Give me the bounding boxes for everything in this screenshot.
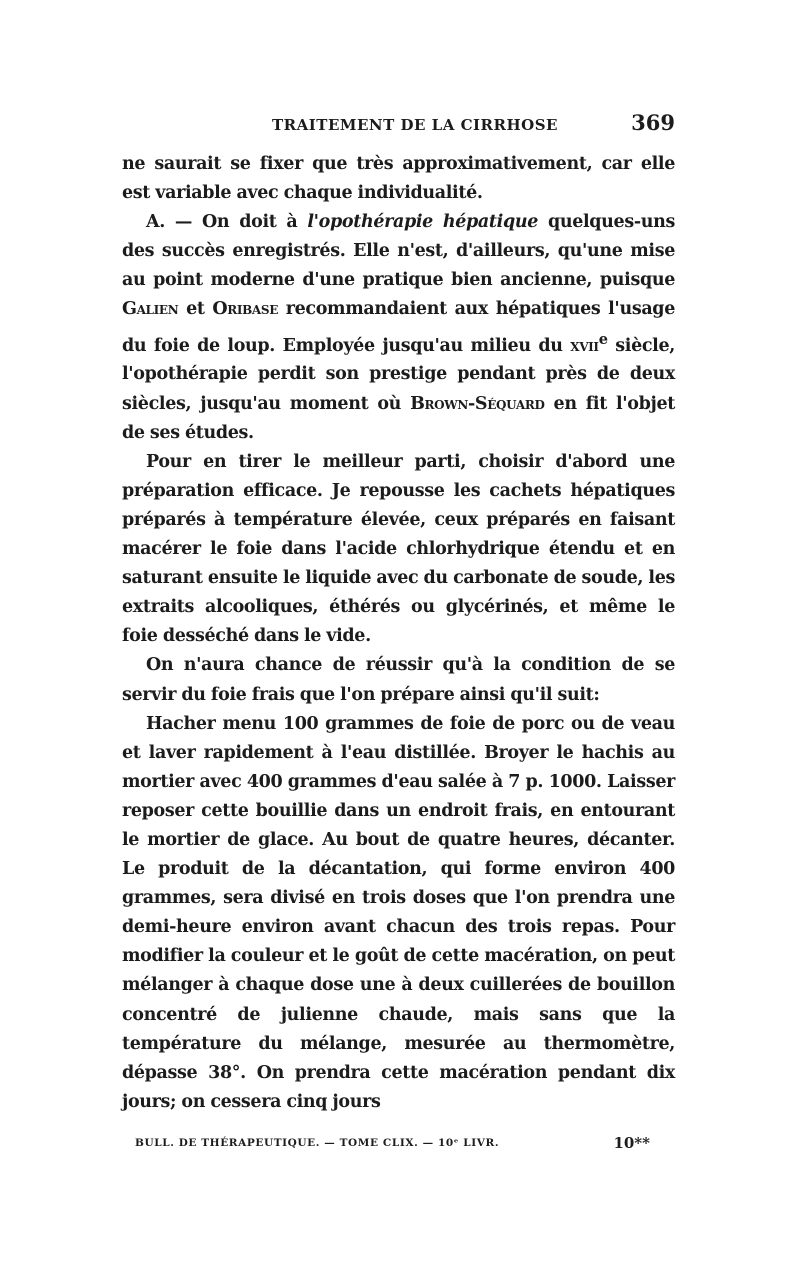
page-header [122,112,675,144]
italic-term: l'opothérapie hépatique [307,212,538,233]
text-run: siècle, l'opothérapie perdit son prestige pendant près de deux siècles, jusqu'au moment où [122,335,675,414]
author-name-oribase: Oribase [212,299,279,320]
paragraph-condition: On n'aura chance de réussir qu'à la condition de se servir du foie frais que l'on prépare ainsi qu'il suit: [122,655,675,705]
paragraph-opotherapie [122,208,675,448]
author-name-brown-sequard: Brown-Séquard [410,393,545,414]
century-superscript: e [598,330,608,348]
signature-mark: 10** [613,1134,650,1152]
text-run: recommandaient aux hépatiques l'usage du foie de loup. Employée jusqu'au milieu du [122,299,675,356]
text-run: quelques-uns des succès enregistrés. Elle n'est, d'ailleurs, qu'une mise au point moderne d'une pratique bien ancienne, puisque [122,212,676,291]
text-run: et [178,299,213,320]
paragraph-preparation: Pour en tirer le meilleur parti, choisir d'abord une préparation efficace. Je repousse les cachets hépatiques préparés à température élevée, ceux préparés en faisant macérer le foie dans l'acide chlorhydrique étendu et en saturant ensuite le liquide avec du carbonate de soude, les extraits alcooliques, éthérés ou glycérinés, et même le foie desséché dans le vide. [122,451,675,647]
page-body [122,150,675,1117]
running-title: TRAITEMENT DE LA CIRRHOSE [272,116,558,134]
author-name-galien: Galien [122,299,179,320]
page-number: 369 [631,110,675,135]
paragraph-recipe: Hacher menu 100 grammes de foie de porc ou de veau et laver rapidement à l'eau distillée. Broyer le hachis au mortier avec 400 grammes d'eau salée à 7 p. 1000. Laisser reposer cette bouillie dans un endroit frais, en entourant le mortier de glace. Au bout de quatre heures, décanter. Le produit de la décantation, qui forme environ 400 grammes, sera divisé en trois doses que l'on prendra une demi-heure environ avant chacun des trois repas. Pour modifier la couleur et le goût de cette macération, on peut mélanger à chaque dose une à deux cuillerées de bouillon concentré de julienne chaude, mais sans que la température du mélange, mesurée au thermomètre, dépasse 38°. On prendra cette macération pendant dix jours; on cessera cinq jours [122,713,675,1112]
bulletin-reference: BULL. DE THÉRAPEUTIQUE. — TOME CLIX. — 10ᵉ LIVR. [135,1137,500,1149]
text-run: en fit l'objet de ses études. [122,393,676,443]
page-footer [135,1135,650,1159]
text-run: A. — On doit à [146,212,308,233]
century-numeral: xvii [570,335,599,356]
paragraph-continued: ne saurait se fixer que très approximativement, car elle est variable avec chaque individualité. [122,154,675,204]
